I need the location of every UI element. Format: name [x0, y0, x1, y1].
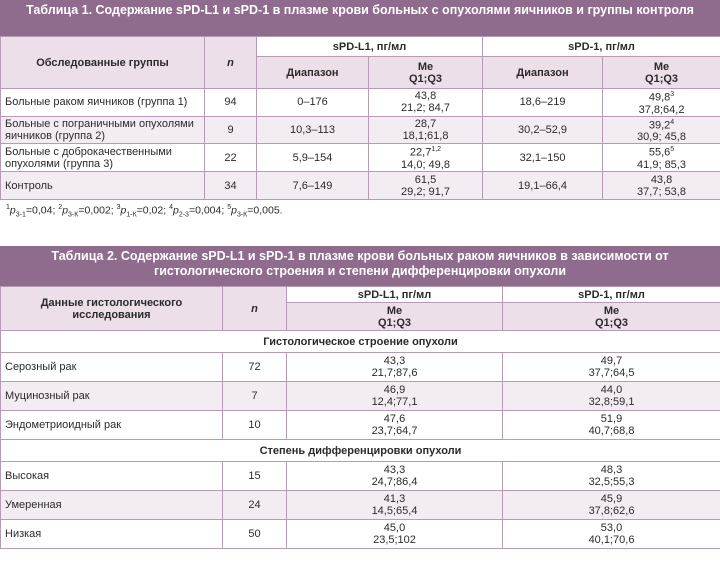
p-value: =0,005. — [247, 204, 283, 217]
histology-label: Умеренная — [1, 491, 223, 520]
table-2-grid — [0, 286, 720, 549]
section-row — [1, 331, 720, 353]
n-value: 10 — [223, 411, 287, 440]
quartiles-value: 21,2; 84,7 — [401, 102, 450, 115]
quartiles-value: 14,0; 49,8 — [401, 159, 450, 172]
quartiles-value: 32,8;59,1 — [588, 396, 635, 408]
me-value: 49,7 — [600, 355, 623, 367]
quartiles-value: 24,7;86,4 — [371, 476, 418, 488]
n-value: 24 — [223, 491, 287, 520]
quartiles-value: 18,1;61,8 — [402, 129, 449, 142]
header-n: n — [223, 287, 287, 331]
table-row — [1, 353, 720, 382]
me-q-cell — [503, 462, 720, 491]
p-value: =0,02; — [136, 204, 170, 217]
me-q-cell — [503, 491, 720, 520]
me-q-cell — [287, 491, 503, 520]
p-symbol: p — [62, 204, 69, 217]
table-2 — [0, 246, 720, 549]
n-value: 72 — [223, 353, 287, 382]
spdl1-range: 5,9–154 — [257, 144, 369, 172]
me-value: 45,9 — [600, 493, 623, 505]
me-q-cell — [287, 520, 503, 549]
histology-label: Низкая — [1, 520, 223, 549]
n-value: 7 — [223, 382, 287, 411]
quartiles-value: 12,4;77,1 — [371, 396, 418, 408]
p-symbol: p — [231, 204, 237, 217]
footnote-mark: 3 — [670, 91, 675, 98]
p-value: =0,002; — [78, 204, 117, 217]
footnote-mark: 5 — [670, 146, 675, 154]
header-spd1: sPD-1, пг/мл — [483, 37, 720, 57]
spd1-range: 32,1–150 — [483, 144, 603, 172]
histology-label: Эндометриоидный рак — [1, 411, 223, 440]
subheader-range: Диапазон — [257, 57, 369, 89]
me-value: 61,5 — [414, 173, 437, 186]
footnote-mark: 4 — [670, 118, 675, 126]
me-q-cell — [369, 116, 483, 144]
table-row — [1, 411, 720, 440]
me-value: 44,0 — [600, 384, 623, 396]
quartiles-value: 23,5;102 — [373, 534, 416, 546]
me-q-cell — [369, 144, 483, 172]
me-q-cell — [603, 172, 720, 200]
p-symbol: p — [172, 204, 179, 217]
me-value: 53,0 — [600, 522, 623, 534]
table-row — [1, 116, 720, 144]
subheader-me-q: Me Q1;Q3 — [503, 303, 720, 331]
section-row — [1, 440, 720, 462]
me-q-cell — [603, 144, 720, 172]
me-q-cell — [503, 411, 720, 440]
spdl1-range: 7,6–149 — [257, 172, 369, 200]
header-spd1: sPD-1, пг/мл — [503, 287, 720, 303]
header-spdl1: sPD-L1, пг/мл — [287, 287, 503, 303]
p-subscript: 3-1 — [15, 211, 26, 219]
p-subscript: 3-К — [68, 211, 79, 219]
footnote-mark: 4 — [169, 204, 173, 212]
me-value: 55,6 — [648, 147, 671, 160]
quartiles-value: 37,7; 53,8 — [637, 185, 686, 198]
me-value: 28,7 — [414, 117, 437, 130]
me-value: 45,0 — [383, 522, 406, 534]
me-q-cell — [287, 382, 503, 411]
me-q-cell — [503, 520, 720, 549]
me-q-cell — [369, 89, 483, 117]
table-1-footnote — [0, 200, 720, 223]
histology-label: Серозный рак — [1, 353, 223, 382]
section-title: Степень дифференцировки опухоли — [1, 440, 720, 462]
subheader-me-q: Me Q1;Q3 — [603, 57, 720, 89]
p-symbol: p — [9, 204, 16, 217]
spdl1-range: 10,3–113 — [257, 116, 369, 144]
header-spdl1: sPD-L1, пг/мл — [257, 37, 483, 57]
group-label: Больные с доброкачественными опухолями (группа 3) — [1, 144, 205, 172]
table-1-title: Таблица 1. Содержание sPD-L1 и sPD-1 в плазме крови больных с опухолями яичников и группы контроля — [0, 0, 720, 36]
table-row — [1, 382, 720, 411]
spd1-range: 19,1–66,4 — [483, 172, 603, 200]
p-subscript: 1-К — [126, 211, 137, 219]
me-q-cell — [503, 353, 720, 382]
quartiles-value: 37,8;62,6 — [588, 505, 635, 517]
quartiles-value: 32,5;55,3 — [588, 476, 635, 488]
p-value: =0,004; — [188, 204, 228, 217]
quartiles-value: 30,9; 45,8 — [637, 131, 686, 144]
n-value: 15 — [223, 462, 287, 491]
group-label: Больные раком яичников (группа 1) — [1, 89, 205, 117]
header-histology: Данные гистологического исследования — [1, 287, 223, 331]
me-q-cell — [287, 462, 503, 491]
quartiles-value: 40,1;70,6 — [588, 534, 635, 546]
subheader-me-q: Me Q1;Q3 — [287, 303, 503, 331]
n-value: 34 — [205, 172, 257, 200]
table-row — [1, 89, 720, 117]
p-subscript: 3-К — [236, 211, 248, 219]
me-q-cell — [503, 382, 720, 411]
me-value: 41,3 — [383, 493, 406, 505]
n-value: 22 — [205, 144, 257, 172]
table-2-title: Таблица 2. Содержание sPD-L1 и sPD-1 в плазме крови больных раком яичников в зависимости от гистологического строения и степени дифференцировки опухоли — [0, 246, 720, 286]
n-value: 50 — [223, 520, 287, 549]
table-1 — [0, 0, 720, 223]
table-1-grid — [0, 36, 720, 200]
histology-label: Высокая — [1, 462, 223, 491]
header-group: Обследованные группы — [1, 37, 205, 89]
subheader-me-q: Me Q1;Q3 — [369, 57, 483, 89]
me-value: 43,8 — [414, 90, 437, 103]
me-q-cell — [603, 116, 720, 144]
histology-label: Муцинозный рак — [1, 382, 223, 411]
spd1-range: 30,2–52,9 — [483, 116, 603, 144]
table-row — [1, 172, 720, 200]
p-subscript: 2-3 — [178, 211, 189, 219]
quartiles-value: 37,7;64,5 — [588, 367, 635, 379]
me-value: 43,8 — [650, 173, 673, 186]
table-row — [1, 520, 720, 549]
footnote-mark: 5 — [227, 204, 232, 212]
table-row — [1, 462, 720, 491]
table-row — [1, 491, 720, 520]
me-value: 22,7 — [409, 147, 432, 160]
group-label: Больные с пограничными опухолями яичников (группа 2) — [1, 116, 205, 144]
me-value: 43,3 — [383, 464, 406, 476]
me-value: 48,3 — [600, 464, 623, 476]
me-value: 43,3 — [383, 355, 406, 367]
quartiles-value: 41,9; 85,3 — [637, 159, 686, 172]
table-row — [1, 144, 720, 172]
me-q-cell — [287, 353, 503, 382]
quartiles-value: 14,5;65,4 — [371, 505, 418, 517]
footnote-mark: 1,2 — [431, 146, 442, 154]
spdl1-range: 0–176 — [257, 89, 369, 117]
n-value: 94 — [205, 89, 257, 117]
quartiles-value: 40,7;68,8 — [588, 425, 635, 437]
footnote-mark: 1 — [6, 204, 10, 212]
quartiles-value: 23,7;64,7 — [371, 425, 418, 437]
footnote-mark: 2 — [58, 204, 63, 212]
me-value: 51,9 — [600, 413, 623, 425]
quartiles-value: 21,7;87,6 — [371, 367, 418, 379]
spd1-range: 18,6–219 — [483, 89, 603, 117]
section-title: Гистологическое строение опухоли — [1, 331, 720, 353]
footnote-mark: 3 — [116, 204, 121, 212]
quartiles-value: 37,8;64,2 — [638, 103, 685, 116]
me-q-cell — [287, 411, 503, 440]
quartiles-value: 29,2; 91,7 — [401, 185, 450, 198]
me-value: 49,8 — [648, 91, 671, 104]
group-label: Контроль — [1, 172, 205, 200]
p-value: =0,04; — [25, 204, 59, 217]
header-n: n — [205, 37, 257, 89]
me-q-cell — [603, 89, 720, 117]
subheader-range: Диапазон — [483, 57, 603, 89]
me-value: 39,2 — [648, 119, 671, 132]
me-value: 46,9 — [383, 384, 406, 396]
n-value: 9 — [205, 116, 257, 144]
p-symbol: p — [120, 204, 127, 217]
me-q-cell — [369, 172, 483, 200]
me-value: 47,6 — [383, 413, 406, 425]
